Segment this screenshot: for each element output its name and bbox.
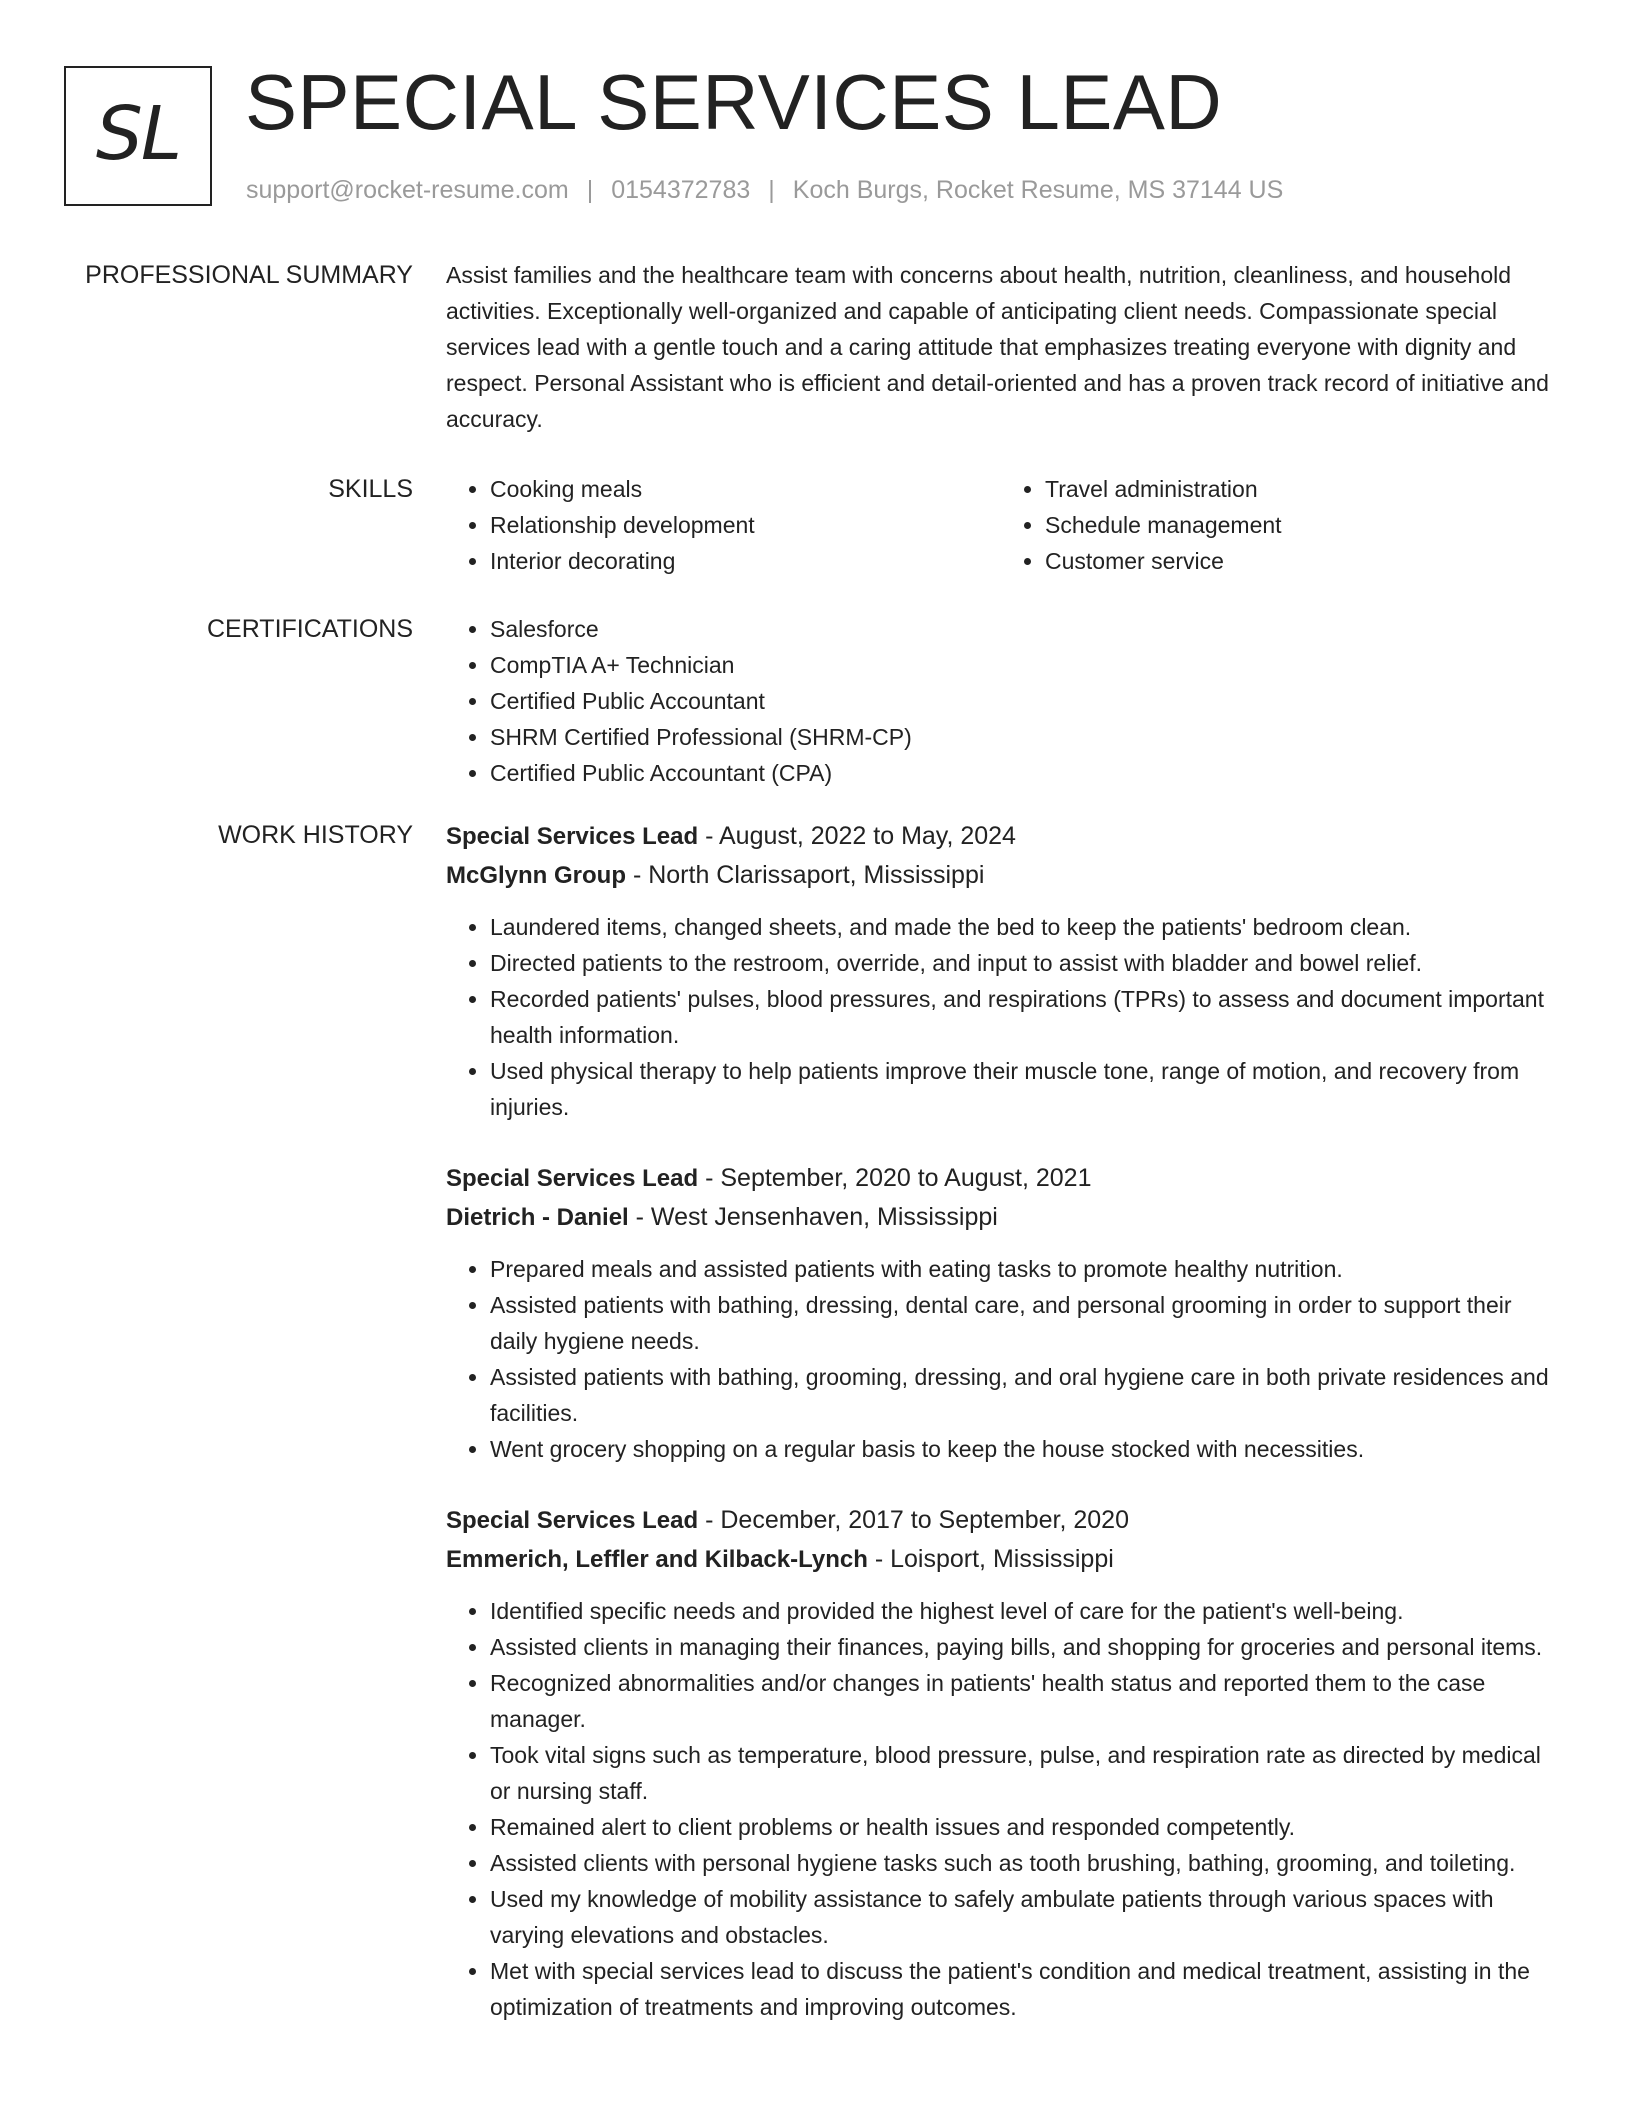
section-label-summary: PROFESSIONAL SUMMARY [85,261,413,289]
skill-item: • Customer service [1045,543,1556,579]
job-bullets [446,909,1556,1125]
skill-item: • Cooking meals [490,471,1001,507]
certification-item: • Certified Public Accountant (CPA) [490,755,1556,791]
job-bullet: • Met with special services lead to discuss the patient's condition and medical treatment, assisting in the optimization of treatments and improving outcomes. [490,1953,1556,2025]
job-company: McGlynn Group [446,862,626,889]
job-title-line [446,1501,1556,1540]
certification-item: • CompTIA A+ Technician [490,647,1556,683]
job-dates: - December, 2017 to September, 2020 [698,1506,1129,1534]
job-title-line [446,1159,1556,1198]
section-label-skills: SKILLS [328,475,413,503]
job-bullet: • Assisted patients with bathing, grooming, dressing, and oral hygiene care in both private residences and facilities. [490,1359,1556,1431]
summary-text: Assist families and the healthcare team with concerns about health, nutrition, cleanliness, and household activities. Exceptionally well-organized and capable of anticipating client needs. Compassionate special services lead with a gentle touch and a caring attitude that emphasizes treating everyone with dignity and respect. Personal Assistant who is efficient and detail-oriented and has a proven track record of initiative and accuracy. [446,262,1549,432]
skill-item: • Interior decorating [490,543,1001,579]
contact-email[interactable]: support@rocket-resume.com [246,176,569,204]
job-bullets [446,1251,1556,1467]
job-title: Special Services Lead [446,1165,699,1192]
job-company-line [446,1540,1556,1579]
certification-item: • Salesforce [490,611,1556,647]
job-title-line [446,817,1556,856]
job-bullet: • Laundered items, changed sheets, and made the bed to keep the patients' bedroom clean. [490,909,1556,945]
section-label-work-history: WORK HISTORY [218,821,413,849]
job-bullet: • Assisted clients with personal hygiene tasks such as tooth brushing, bathing, grooming, and toileting. [490,1845,1556,1881]
job-title: Special Services Lead [446,1507,699,1534]
contact-line [246,172,1283,208]
job-bullet: • Recognized abnormalities and/or changes in patients' health status and reported them to the case manager. [490,1665,1556,1737]
job-bullet: • Directed patients to the restroom, override, and input to assist with bladder and bowel relief. [490,945,1556,981]
section-label-certifications: CERTIFICATIONS [206,615,413,643]
job-bullet: • Remained alert to client problems or health issues and responded competently. [490,1809,1556,1845]
job-entry [446,817,1556,1125]
job-bullet: • Used physical therapy to help patients improve their muscle tone, range of motion, and recovery from injuries. [490,1053,1556,1125]
job-title: Special Services Lead [446,823,699,850]
job-bullet: • Went grocery shopping on a regular basis to keep the house stocked with necessities. [490,1431,1556,1467]
job-bullet: • Prepared meals and assisted patients with eating tasks to promote healthy nutrition. [490,1251,1556,1287]
job-bullet: • Assisted patients with bathing, dressing, dental care, and personal grooming in order to support their daily hygiene needs. [490,1287,1556,1359]
contact-separator: | [768,176,775,204]
contact-separator: | [586,176,594,204]
skill-item: • Schedule management [1045,507,1556,543]
skill-item: • Travel administration [1045,471,1556,507]
contact-address: Koch Burgs, Rocket Resume, MS 37144 US [792,176,1284,204]
job-bullets [446,1593,1556,2025]
job-entry [446,1159,1556,1467]
job-company: Emmerich, Leffler and Kilback-Lynch [446,1546,868,1573]
job-location: - North Clarissaport, Mississippi [626,861,985,889]
job-location: - West Jensenhaven, Mississippi [628,1203,998,1231]
monogram-box [64,66,212,206]
job-bullet: • Identified specific needs and provided the highest level of care for the patient's well-being. [490,1593,1556,1629]
job-company-line [446,1198,1556,1237]
job-location: - Loisport, Mississippi [867,1545,1114,1573]
job-bullet: • Used my knowledge of mobility assistance to safely ambulate patients through various spaces with varying elevations and obstacles. [490,1881,1556,1953]
job-entry [446,1501,1556,2025]
skill-item: • Relationship development [490,507,1001,543]
job-bullet: • Assisted clients in managing their finances, paying bills, and shopping for groceries and personal items. [490,1629,1556,1665]
certification-item: • Certified Public Accountant [490,683,1556,719]
certifications-list [446,611,1556,791]
job-company-line [446,856,1556,895]
monogram-initials: SL [95,91,181,177]
skills-list-right [1001,471,1556,579]
job-bullet: • Took vital signs such as temperature, blood pressure, pulse, and respiration rate as directed by medical or nursing staff. [490,1737,1556,1809]
job-company: Dietrich - Daniel [446,1204,629,1231]
job-bullet: • Recorded patients' pulses, blood pressures, and respirations (TPRs) to assess and document important health information. [490,981,1556,1053]
job-dates: - September, 2020 to August, 2021 [698,1164,1092,1192]
skills-list-left [446,471,1001,579]
contact-phone[interactable]: 0154372783 [611,176,751,204]
certification-item: • SHRM Certified Professional (SHRM-CP) [490,719,1556,755]
job-dates: - August, 2022 to May, 2024 [698,822,1016,850]
resume-title: SPECIAL SERVICES LEAD [245,58,1223,146]
